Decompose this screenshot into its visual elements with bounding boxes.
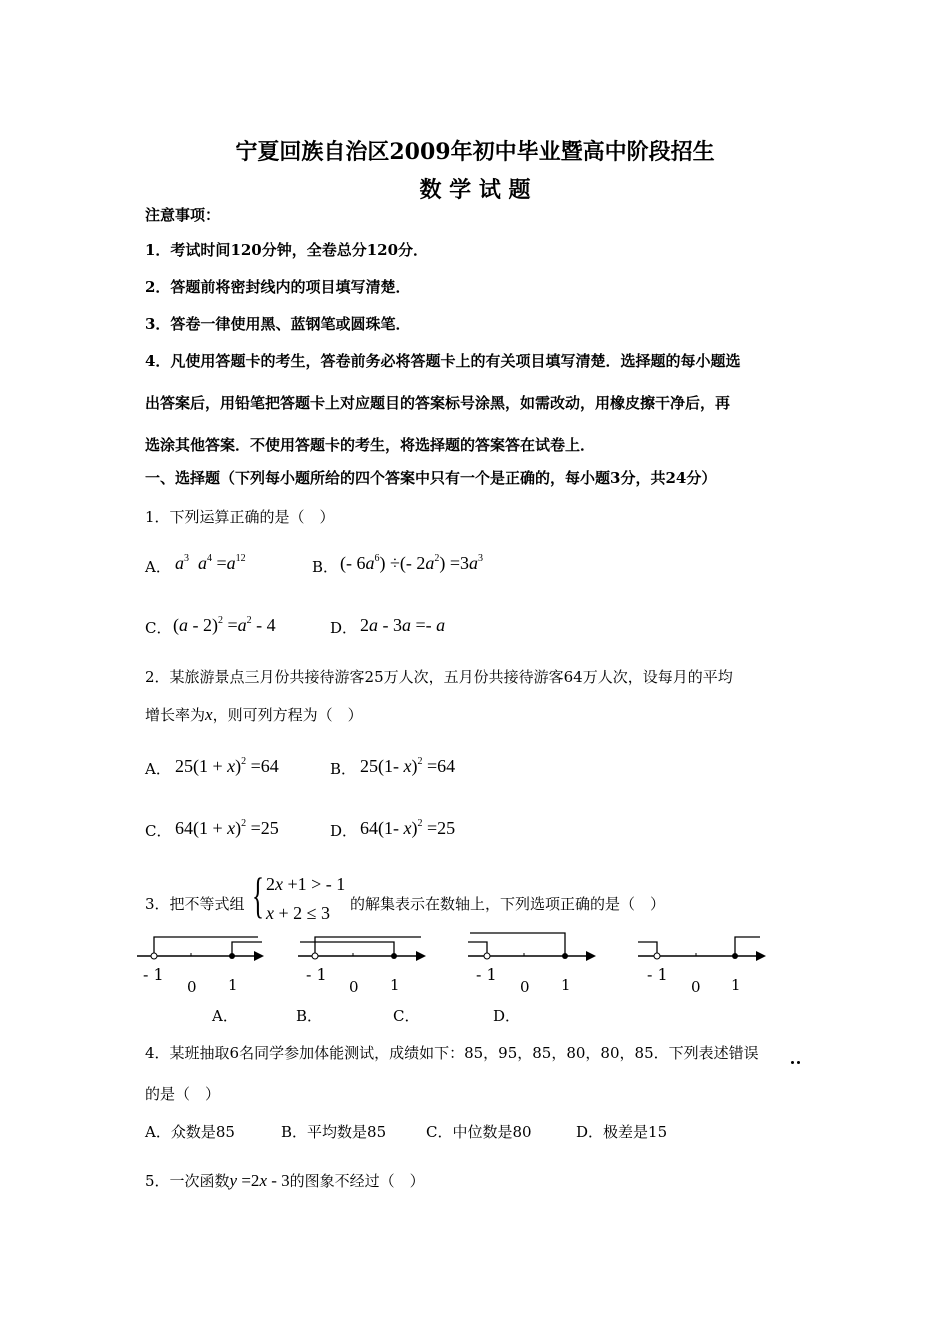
notice-item-4: 4．凡使用答题卡的考生，答卷前务必将答题卡上的有关项目填写清楚．选择题的每小题选 [145,352,741,370]
q1-option-a-label: A． [145,558,171,576]
q4-option-c: C．中位数是80 [426,1123,532,1141]
q1-option-c-label: C． [145,619,172,637]
q5-prefix: 5．一次函数 [145,1172,230,1190]
q2-option-c-label: C． [145,822,172,840]
q4-option-d: D．极差是15 [576,1123,668,1141]
notice-item-4-cont: 出答案后，用铅笔把答题卡上对应题目的答案标号涂黑，如需改动，用橡皮擦干净后，再 [145,394,731,412]
question-1-stem: 1．下列运算正确的是（ ） [145,508,335,526]
number-line-label-b: B． [296,1007,323,1025]
tick-label-1-c: 1 [561,976,571,994]
question-2-stem-cont [145,704,363,725]
q1-option-a-formula: $a^3$ $a^4 =a^{12}$ [175,553,246,573]
q1-option-d-label: D． [330,619,358,637]
number-line-label-c: C． [393,1007,420,1025]
question-4-stem: 4．某班抽取6名同学参加体能测试，成绩如下：85，95，85，80，80，85．下列表述错误 [145,1044,759,1062]
number-line-label-d: D． [493,1007,521,1025]
tick-label-0-b: 0 [349,978,359,996]
number-line-c [468,933,596,961]
tick-label-0-a: 0 [187,978,197,996]
question-3-suffix: 的解集表示在数轴上，下列选项正确的是（ ） [350,895,666,913]
question-4-stem-cont: 的是（ ） [145,1085,221,1103]
q2-option-d-formula: 64(1- x)$^2$ =25 [360,818,456,838]
tick-label-0-d: 0 [691,978,701,996]
q5-suffix: 的图象不经过（ ） [289,1172,425,1190]
q4-option-a: A．众数是85 [145,1123,235,1141]
notice-heading: 注意事项： [145,206,221,224]
number-line-b [298,937,426,961]
question-5 [145,1170,425,1191]
section-heading: 一、选择题（下列每小题所给的四个答案中只有一个是正确的，每小题3分，共24分） [145,469,717,487]
inequality-2: x + 2 ≤ 3 [266,903,331,923]
q2-text-b: ，则可列方程为（ ） [212,706,363,724]
notice-item-4-cont2: 选涂其他答案．不使用答题卡的考生，将选择题的答案答在试卷上． [145,436,596,454]
emphasis-dot [797,1061,800,1064]
emphasis-dot [791,1061,794,1064]
exam-title: 宁夏回族自治区2009年初中毕业暨高中阶段招生 [235,139,715,165]
exam-subtitle: 数 学 试 题 [419,177,531,203]
q1-option-b-formula: (- $6a^6$) ÷(- $2a^2) =3a^3$ [340,553,484,573]
q5-formula: y =2x - 3 [229,1171,290,1190]
q1-option-c-formula: $(a - 2)^2 =a^2 - 4$ [173,615,276,635]
notice-item-1: 1．考试时间120分钟，全卷总分120分． [145,241,429,259]
inequality-1: 2x +1 > - 1 [266,874,346,894]
q4-option-b: B．平均数是85 [281,1123,387,1141]
number-line-options [0,925,950,1000]
q2-option-b-label: B． [330,760,357,778]
tick-label-minus1-a: - 1 [143,965,164,984]
inequality-brace: { [252,867,264,923]
tick-label-minus1-d: - 1 [647,965,668,984]
q2-option-a-label: A． [145,760,171,778]
number-line-label-a: A． [212,1007,238,1025]
q2-variable: x [205,705,213,724]
q2-text-a: 增长率为 [145,706,206,724]
tick-label-1-b: 1 [390,976,400,994]
q2-option-a-formula: $25(1 + x)^2 =64$ [175,756,279,776]
q2-option-b-formula: 25(1- x)$^2$ =64 [360,756,456,776]
question-3-prefix: 3．把不等式组 [145,895,245,913]
question-2-stem: 2．某旅游景点三月份共接待游客25万人次，五月份共接待游客64万人次，设每月的平均 [145,668,733,686]
q2-option-c-formula: $64(1 + x)^2 =25$ [175,818,279,838]
tick-label-1-d: 1 [731,976,741,994]
tick-label-minus1-c: - 1 [476,965,497,984]
number-line-a [137,937,264,961]
notice-item-2: 2．答题前将密封线内的项目填写清楚． [145,278,411,296]
q1-option-d-formula: 2a - 3a =- a [360,615,446,635]
tick-label-1-a: 1 [228,976,238,994]
tick-label-0-c: 0 [520,978,530,996]
tick-label-minus1-b: - 1 [306,965,327,984]
q1-option-b-label: B． [312,558,339,576]
notice-item-3: 3．答卷一律使用黑、蓝钢笔或圆珠笔． [145,315,411,333]
q2-option-d-label: D． [330,822,358,840]
number-line-d [638,937,766,961]
